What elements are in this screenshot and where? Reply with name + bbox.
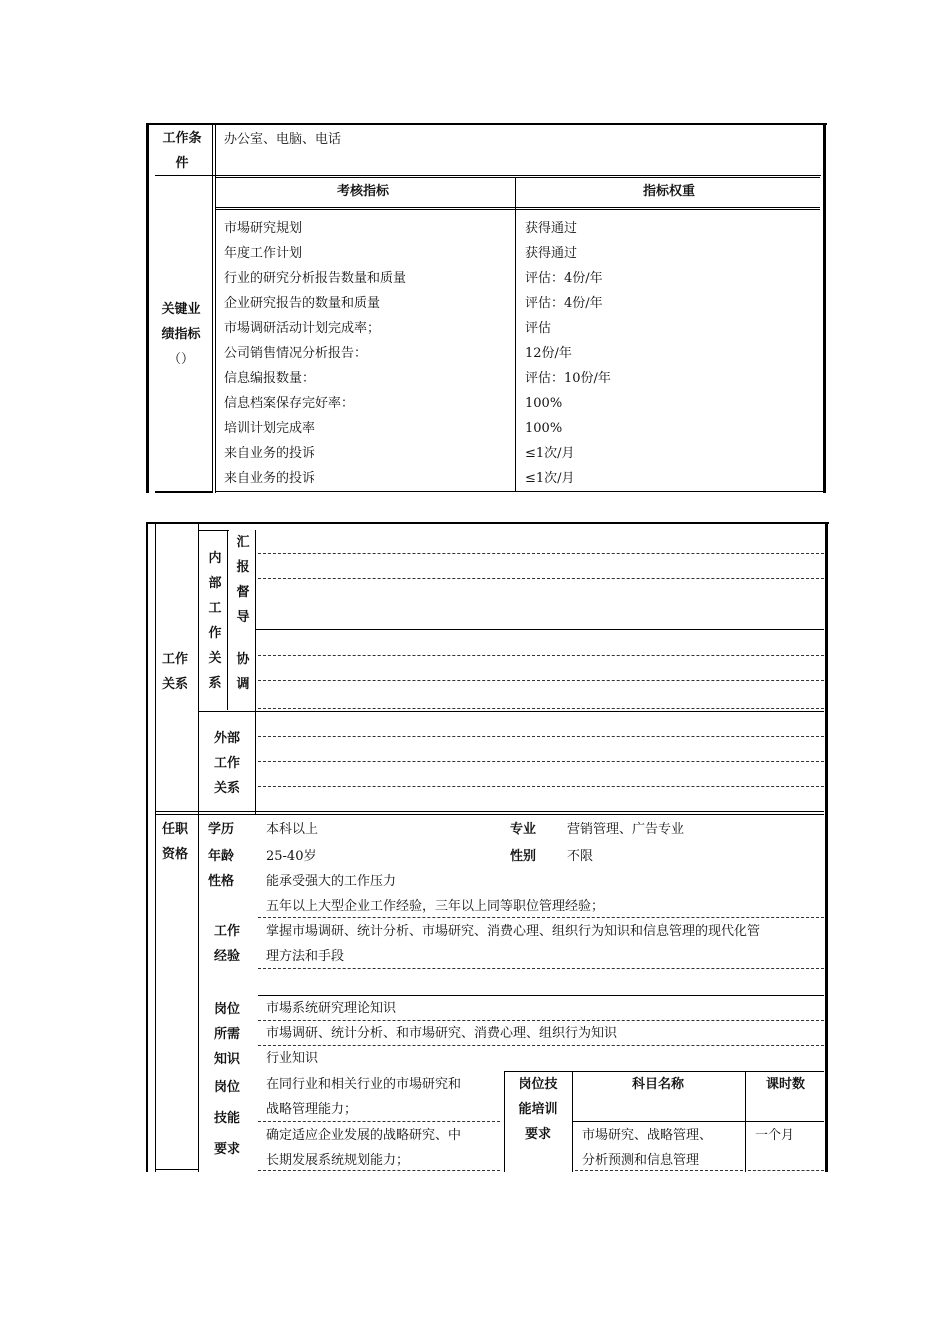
- qualifications-label-line2: 资格: [161, 847, 188, 862]
- external-line: [258, 786, 824, 787]
- report-line: [258, 553, 824, 554]
- knowledge-value: 市場调研、统计分析、和市場研究、消费心理、组织行为知识: [266, 1026, 618, 1041]
- major-label: 专业: [510, 822, 537, 837]
- experience-label-line2: 经验: [213, 949, 240, 964]
- major-value: 营销管理、广告专业: [567, 822, 685, 837]
- training-label-line2: 能培训: [518, 1102, 558, 1117]
- external-label-line2: 工作: [213, 756, 240, 771]
- work-conditions-label: 工作条件: [162, 131, 202, 171]
- training-hours: 一个月: [755, 1128, 795, 1143]
- kpi-indicator: 信息档案保存完好率：: [224, 396, 355, 411]
- education-value: 本科以上: [266, 822, 319, 837]
- external-line: [258, 736, 824, 737]
- table1-header-divider: [215, 207, 820, 208]
- skills-value: 确定适应企业发展的战略研究、中: [266, 1128, 462, 1143]
- training-label-line1: 岗位技: [518, 1077, 558, 1092]
- age-label: 年龄: [208, 849, 235, 864]
- table2-top-border: [148, 522, 829, 524]
- work-conditions-value: 办公室、电脑、电话: [224, 132, 342, 147]
- kpi-indicator: 年度工作计划: [224, 246, 303, 261]
- kpi-weight: 评估: [525, 321, 552, 336]
- training-label-line3: 要求: [524, 1127, 551, 1142]
- training-header-bottom: [572, 1121, 824, 1122]
- kpi-indicator: 市場研究規划: [224, 221, 303, 236]
- kpi-weight: ≤1次/月: [525, 446, 575, 461]
- kpi-indicator: 公司销售情况分析报告：: [224, 346, 368, 361]
- training-header-hours: 课时数: [766, 1077, 806, 1092]
- kpi-label-line1: 关键业: [161, 302, 201, 317]
- skills-value: 长期发展系统规划能力；: [266, 1153, 410, 1168]
- kpi-weight: 12份/年: [525, 346, 572, 361]
- relations-bottom: [155, 811, 824, 812]
- kpi-label-line2: 绩指标: [161, 327, 201, 342]
- experience-value: 掌握市場调研、统计分析、市場研究、消费心理、组织行为知识和信息管理的现代化管: [266, 924, 761, 939]
- kpi-weight: 评估：4份/年: [525, 271, 603, 286]
- training-line: [748, 1170, 824, 1171]
- qualifications-label-line1: 任职: [161, 822, 188, 837]
- supervise-label: 督导: [236, 585, 250, 625]
- kpi-indicator: 培训计划完成率: [224, 421, 316, 436]
- kpi-header-weight: 指标权重: [643, 184, 696, 199]
- training-subject: 市場研究、战略管理、: [582, 1128, 713, 1143]
- external-line: [258, 761, 824, 762]
- skills-label-line1: 岗位: [213, 1080, 240, 1095]
- kpi-weight: 获得通过: [525, 221, 578, 236]
- kpi-weight: 评估：10份/年: [525, 371, 611, 386]
- knowledge-value: 市場系统研究理论知识: [266, 1001, 397, 1016]
- kpi-weight: 100%: [525, 421, 563, 436]
- table2-left-border: [146, 522, 148, 1172]
- experience-value: 理方法和手段: [266, 949, 345, 964]
- table2-label-bottom: [155, 1169, 199, 1170]
- coordinate-line: [258, 680, 824, 681]
- kpi-indicator: 企业研究报告的数量和质量: [224, 296, 381, 311]
- table1-top-border: [148, 123, 827, 125]
- skills-label: [205, 1072, 249, 1165]
- personality-value: 能承受强大的工作压力: [266, 874, 397, 889]
- qualifications-label: [155, 817, 195, 867]
- table1-label-divider-2: [215, 125, 216, 493]
- age-value: 25-40岁: [266, 849, 317, 864]
- training-label: [507, 1072, 569, 1147]
- table1-header-divider-2: [215, 209, 820, 210]
- external-label-line1: 外部: [213, 731, 240, 746]
- work-relations-label-line2: 关系: [161, 677, 188, 692]
- knowledge-label: [205, 997, 249, 1072]
- skills-line: [258, 1121, 500, 1122]
- experience-line: [258, 968, 824, 969]
- internal-relations-label: 内部工作关系: [208, 551, 222, 691]
- skills-value: 在同行业和相关行业的市場研究和: [266, 1077, 462, 1092]
- kpi-indicator: 来自业务的投诉: [224, 471, 316, 486]
- report-label: 汇报: [236, 535, 250, 575]
- experience-label-line1: 工作: [213, 924, 240, 939]
- work-relations-label: [155, 647, 195, 697]
- kpi-indicator: 来自业务的投诉: [224, 446, 316, 461]
- external-label-line3: 关系: [213, 781, 240, 796]
- kpi-header-indicator: 考核指标: [337, 184, 390, 199]
- skills-label-line2: 技能: [213, 1111, 240, 1126]
- kpi-weight: 评估：4份/年: [525, 296, 603, 311]
- kpi-weight: 获得通过: [525, 246, 578, 261]
- knowledge-line: [258, 1020, 824, 1021]
- table1-left-border: [146, 123, 149, 493]
- kpi-label: [155, 297, 207, 372]
- knowledge-value: 行业知识: [266, 1051, 319, 1066]
- gender-value: 不限: [567, 849, 594, 864]
- relations-bottom-2: [155, 814, 824, 815]
- supervise-divider: [255, 629, 824, 630]
- experience-bottom: [258, 995, 824, 996]
- work-relations-label-line1: 工作: [161, 652, 188, 667]
- knowledge-line: [258, 1045, 824, 1046]
- kpi-indicator: 市場调研活动计划完成率；: [224, 321, 381, 336]
- table2-label-divider: [198, 524, 199, 1172]
- coordinate-label: 协调: [236, 652, 250, 692]
- skills-line: [258, 1170, 500, 1171]
- external-divider: [199, 711, 824, 712]
- table1-right-border: [823, 123, 826, 493]
- personality-label: 性格: [208, 874, 235, 889]
- coordinate-line: [258, 708, 824, 709]
- kpi-weight: ≤1次/月: [525, 471, 575, 486]
- relations-content-divider: [255, 530, 256, 815]
- training-line: [575, 1170, 743, 1171]
- gender-label: 性别: [510, 849, 537, 864]
- knowledge-label-line2: 所需: [213, 1027, 240, 1042]
- experience-line: [258, 917, 824, 918]
- experience-value: 五年以上大型企业工作经验，三年以上同等职位管理经验；: [266, 899, 605, 914]
- table1-row-divider: [155, 175, 821, 176]
- training-left-divider: [504, 1071, 505, 1172]
- knowledge-label-line1: 岗位: [213, 1002, 240, 1017]
- kpi-label-line3: （）: [167, 352, 194, 367]
- internal-divider: [227, 530, 228, 710]
- report-line: [258, 578, 824, 579]
- training-header-subject: 科目名称: [632, 1077, 685, 1092]
- table1-row-divider-2: [215, 177, 820, 178]
- internal-top: [199, 530, 229, 531]
- education-label: 学历: [208, 822, 235, 837]
- table2-right-border: [825, 522, 828, 1172]
- training-subject: 分析预测和信息管理: [582, 1153, 700, 1168]
- table1-label-divider: [212, 125, 213, 493]
- kpi-weight: 100%: [525, 396, 563, 411]
- table1-column-divider: [515, 177, 516, 491]
- kpi-indicator: 行业的研究分析报告数量和质量: [224, 271, 407, 286]
- kpi-indicator: 信息编报数量：: [224, 371, 316, 386]
- external-relations-label: [205, 726, 249, 801]
- skills-value: 战略管理能力；: [266, 1102, 358, 1117]
- knowledge-label-line3: 知识: [213, 1052, 240, 1067]
- skills-label-line3: 要求: [213, 1142, 240, 1157]
- coordinate-line: [258, 655, 824, 656]
- experience-label: [205, 919, 249, 969]
- table1-bottom-left-border: [155, 491, 213, 493]
- table1-bottom-border: [216, 491, 826, 492]
